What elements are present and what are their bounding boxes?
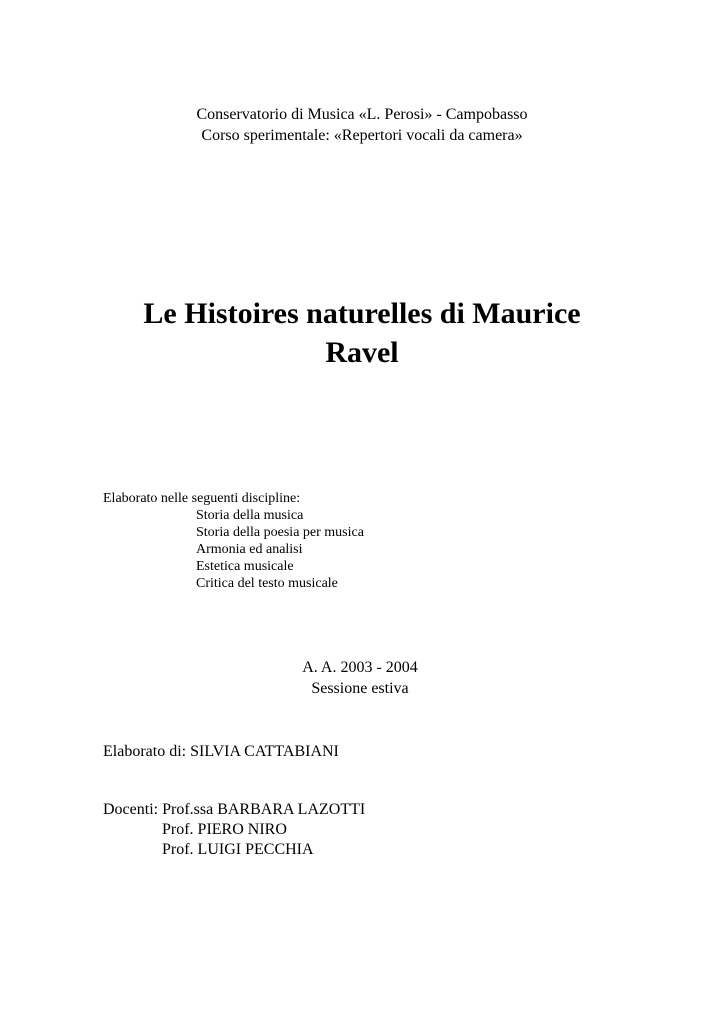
title-line-1: Le Histoires naturelles di Maurice — [143, 297, 581, 330]
discipline-item: Critica del testo musicale — [196, 576, 338, 591]
institution-header — [0, 104, 724, 146]
discipline-item: Storia della musica — [196, 508, 304, 523]
teachers-section — [103, 800, 365, 860]
teacher-line: Docenti: Prof.ssa BARBARA LAZOTTI — [103, 801, 366, 818]
session: Sessione estiva — [311, 680, 409, 697]
discipline-item: Armonia ed analisi — [196, 542, 303, 557]
title-line-2: Ravel — [325, 336, 399, 369]
disciplines-intro: Elaborato nelle seguenti discipline: — [103, 491, 301, 506]
teacher-line: Prof. PIERO NIRO — [162, 821, 287, 838]
discipline-item: Estetica musicale — [196, 559, 294, 574]
disciplines-list — [103, 507, 364, 592]
disciplines-section — [103, 490, 364, 592]
academic-year-block — [240, 657, 480, 699]
institution-name: Conservatorio di Musica «L. Perosi» - Campobasso — [196, 106, 528, 123]
document-title — [0, 294, 724, 372]
academic-year: A. A. 2003 - 2004 — [302, 659, 418, 676]
teacher-line: Prof. LUIGI PECCHIA — [162, 841, 314, 858]
author-line: Elaborato di: SILVIA CATTABIANI — [103, 743, 339, 760]
discipline-item: Storia della poesia per musica — [196, 525, 364, 540]
course-name: Corso sperimentale: «Repertori vocali da camera» — [201, 127, 523, 144]
